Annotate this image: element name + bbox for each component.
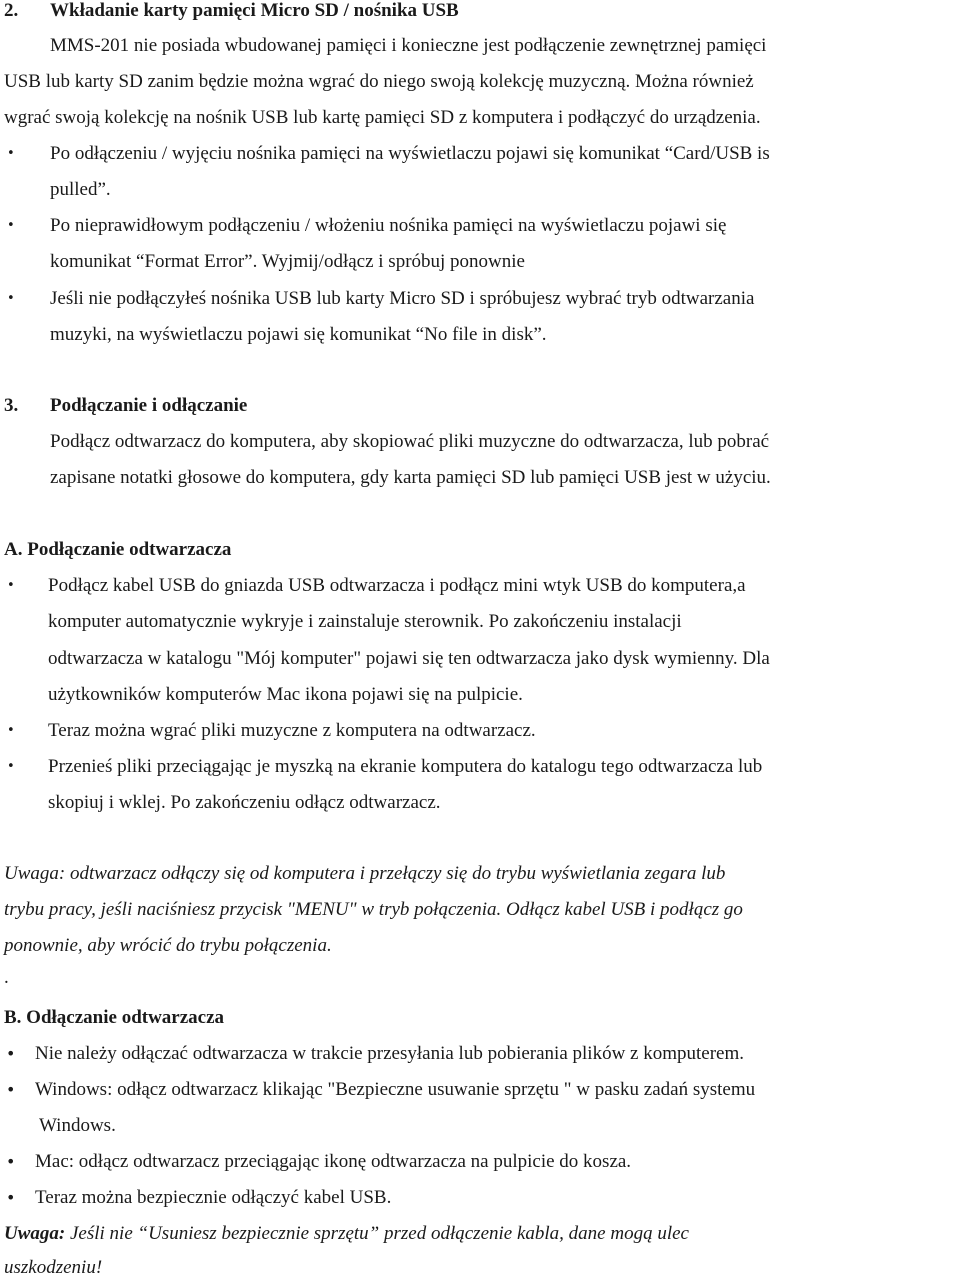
- list-item-text: odtwarzacza w katalogu "Mój komputer" pojawi się ten odtwarzacza jako dysk wymienny. Dla: [48, 648, 770, 669]
- sectionB-title: B. Odłączanie odtwarzacza: [4, 1007, 225, 1028]
- list-item-text: komputer automatycznie wykryje i zainstaluje sterownik. Po zakończeniu instalacji: [48, 611, 682, 632]
- list-item-text: Po odłączeniu / wyjęciu nośnika pamięci na wyświetlaczu pojawi się komunikat “Card/USB is: [50, 143, 770, 164]
- list-item-text: Teraz można wgrać pliki muzyczne z komputera na odtwarzacz.: [48, 720, 536, 741]
- bullet-icon: •: [6, 1080, 16, 1099]
- stray-dot: .: [4, 967, 9, 988]
- bullet-icon: •: [6, 1152, 16, 1171]
- section2-intro-line: wgrać swoją kolekcję na nośnik USB lub kartę pamięci SD z komputera i podłączyć do urządzenia.: [4, 107, 761, 128]
- list-item-text: Windows.: [39, 1115, 116, 1136]
- section3-number: 3.: [4, 395, 19, 416]
- list-item-text: Po nieprawidłowym podłączeniu / włożeniu nośnika pamięci na wyświetlaczu pojawi się: [50, 215, 727, 236]
- section2-intro-line: MMS-201 nie posiada wbudowanej pamięci i konieczne jest podłączenie zewnętrznej pamięci: [50, 35, 767, 56]
- list-item-text: Przenieś pliki przeciągając je myszką na ekranie komputera do katalogu tego odtwarzacza lub: [48, 756, 763, 777]
- bullet-icon: •: [6, 1044, 16, 1063]
- section2-title: Wkładanie karty pamięci Micro SD / nośnika USB: [50, 0, 459, 21]
- list-item-text: użytkowników komputerów Mac ikona pojawi się na pulpicie.: [48, 684, 523, 705]
- list-item-text: Jeśli nie podłączyłeś nośnika USB lub karty Micro SD i spróbujesz wybrać tryb odtwarzania: [50, 288, 755, 309]
- section3-intro-line: Podłącz odtwarzacz do komputera, aby skopiować pliki muzyczne do odtwarzacza, lub pobrać: [50, 431, 770, 452]
- sectionA-title: A. Podłączanie odtwarzacza: [4, 539, 232, 560]
- section2-intro-line: USB lub karty SD zanim będzie można wgrać do niego swoją kolekcję muzyczną. Można również: [4, 71, 754, 92]
- warning-note: [4, 1222, 689, 1246]
- list-item-text: muzyki, na wyświetlaczu pojawi się komunikat “No file in disk”.: [50, 324, 547, 345]
- list-item-text: Mac: odłącz odtwarzacz przeciągając ikonę odtwarzacza na pulpicie do kosza.: [35, 1151, 632, 1172]
- warning-note-line: uszkodzeniu!: [4, 1257, 103, 1278]
- list-item-text: komunikat “Format Error”. Wyjmij/odłącz i spróbuj ponownie: [50, 251, 525, 272]
- list-item-text: pulled”.: [50, 179, 111, 200]
- list-item-text: Podłącz kabel USB do gniazda USB odtwarzacza i podłącz mini wtyk USB do komputera,a: [48, 575, 746, 596]
- bullet-icon: •: [7, 146, 15, 161]
- warning-label: Uwaga:: [4, 1223, 66, 1244]
- section3-title: Podłączanie i odłączanie: [50, 395, 248, 416]
- bullet-icon: •: [7, 291, 15, 306]
- bullet-icon: •: [7, 218, 15, 233]
- bullet-icon: •: [7, 759, 15, 774]
- note-line: trybu pracy, jeśli naciśniesz przycisk "MENU" w tryb połączenia. Odłącz kabel USB i podłącz go: [4, 899, 743, 920]
- bullet-icon: •: [6, 1188, 16, 1207]
- list-item-text: Windows: odłącz odtwarzacz klikając "Bezpieczne usuwanie sprzętu " w pasku zadań systemu: [35, 1079, 756, 1100]
- warning-text: Jeśli nie “Usuniesz bezpiecznie sprzętu” przed odłączenie kabla, dane mogą ulec: [65, 1223, 689, 1244]
- bullet-icon: •: [7, 578, 15, 593]
- note-line: Uwaga: odtwarzacz odłączy się od komputera i przełączy się do trybu wyświetlania zegara lub: [4, 863, 726, 884]
- note-line: ponownie, aby wrócić do trybu połączenia.: [4, 935, 332, 956]
- bullet-icon: •: [7, 723, 15, 738]
- list-item-text: Teraz można bezpiecznie odłączyć kabel USB.: [35, 1187, 392, 1208]
- list-item-text: skopiuj i wklej. Po zakończeniu odłącz odtwarzacz.: [48, 792, 441, 813]
- section2-number: 2.: [4, 0, 19, 21]
- section3-intro-line: zapisane notatki głosowe do komputera, gdy karta pamięci SD lub pamięci USB jest w użyciu.: [50, 467, 771, 488]
- list-item-text: Nie należy odłączać odtwarzacza w trakcie przesyłania lub pobierania plików z komputerem.: [35, 1043, 745, 1064]
